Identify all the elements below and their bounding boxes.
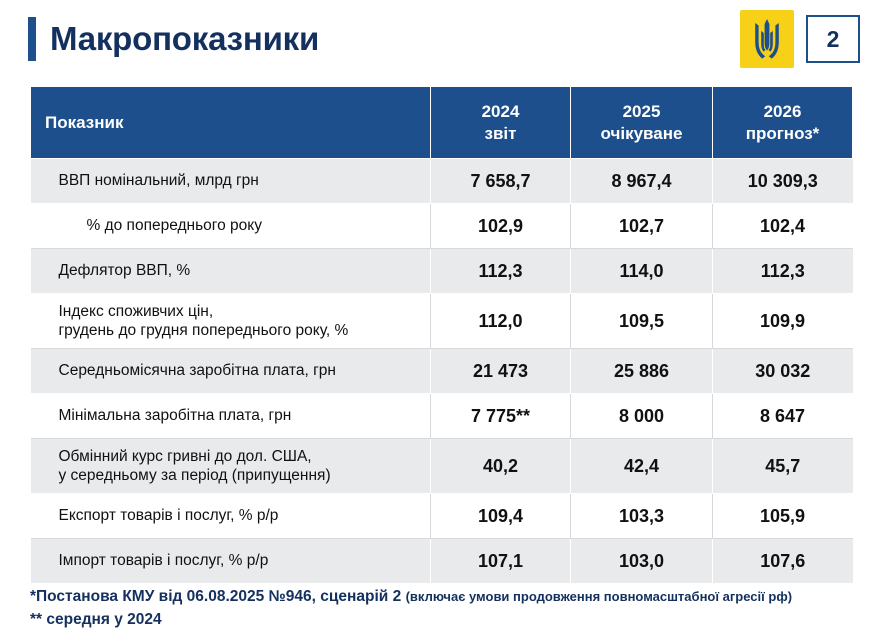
row-value: 45,7 (713, 439, 853, 494)
macro-indicators-table (30, 86, 852, 584)
row-value: 7 775** (431, 394, 571, 439)
row-label: Індекс споживчих цін, грудень до грудня попереднього року, % (31, 294, 431, 349)
table-row (31, 494, 853, 539)
row-value: 103,3 (571, 494, 713, 539)
row-value: 109,5 (571, 294, 713, 349)
table-row (31, 439, 853, 494)
column-header-indicator: Показник (31, 87, 431, 159)
table-row (31, 159, 853, 204)
row-value: 21 473 (431, 349, 571, 394)
row-label: Обмінний курс гривні до дол. США, у середньому за період (припущення) (31, 439, 431, 494)
page-number-badge: 2 (806, 15, 860, 63)
ukraine-trident-emblem-icon (740, 10, 794, 68)
page-title: Макропоказники (50, 20, 320, 57)
row-value: 30 032 (713, 349, 853, 394)
footnote-1-main: *Постанова КМУ від 06.08.2025 №946, сценарій 2 (30, 588, 406, 605)
title-accent-bar (28, 17, 36, 61)
row-value: 109,4 (431, 494, 571, 539)
footnote-line-2: ** середня у 2024 (30, 611, 162, 629)
row-value: 103,0 (571, 539, 713, 584)
row-value: 112,3 (431, 249, 571, 294)
table-row (31, 249, 853, 294)
row-value: 112,0 (431, 294, 571, 349)
row-value: 102,4 (713, 204, 853, 249)
row-value: 8 647 (713, 394, 853, 439)
column-header-2025-sub: очікуване (600, 123, 683, 143)
row-label: Імпорт товарів і послуг, % р/р (31, 539, 431, 584)
row-value: 25 886 (571, 349, 713, 394)
row-value: 107,6 (713, 539, 853, 584)
table-row (31, 349, 853, 394)
footnote-1-small: (включає умови продовження повномасштабної агресії рф) (405, 589, 793, 604)
row-value: 112,3 (713, 249, 853, 294)
row-label: Мінімальна заробітна плата, грн (31, 394, 431, 439)
table-row (31, 539, 853, 584)
row-value: 105,9 (713, 494, 853, 539)
row-value: 42,4 (571, 439, 713, 494)
row-value: 102,7 (571, 204, 713, 249)
row-value: 109,9 (713, 294, 853, 349)
column-header-2024-year: 2024 (481, 102, 520, 122)
column-header-2026-year: 2026 (763, 102, 802, 122)
table-row (31, 394, 853, 439)
row-label: Експорт товарів і послуг, % р/р (31, 494, 431, 539)
column-header-2024-sub: звіт (484, 123, 517, 143)
row-value: 7 658,7 (431, 159, 571, 204)
row-value: 107,1 (431, 539, 571, 584)
row-label: ВВП номінальний, млрд грн (31, 159, 431, 204)
row-value: 8 000 (571, 394, 713, 439)
column-header-2026-sub: прогноз* (745, 123, 820, 143)
row-label: % до попереднього року (31, 204, 431, 249)
footnotes (30, 585, 870, 632)
column-header-2025-year: 2025 (622, 102, 661, 122)
table-row (31, 294, 853, 349)
row-label: Дефлятор ВВП, % (31, 249, 431, 294)
table-header-row (31, 87, 853, 159)
row-value: 114,0 (571, 249, 713, 294)
row-value: 8 967,4 (571, 159, 713, 204)
column-header-2024 (431, 87, 571, 159)
row-value: 10 309,3 (713, 159, 853, 204)
header-right-group (740, 10, 860, 68)
row-label: Середньомісячна заробітна плата, грн (31, 349, 431, 394)
column-header-2025 (571, 87, 713, 159)
footnote-line-1 (30, 585, 870, 608)
table-row (31, 204, 853, 249)
column-header-2026 (713, 87, 853, 159)
row-value: 40,2 (431, 439, 571, 494)
row-value: 102,9 (431, 204, 571, 249)
slide-header (0, 0, 882, 78)
